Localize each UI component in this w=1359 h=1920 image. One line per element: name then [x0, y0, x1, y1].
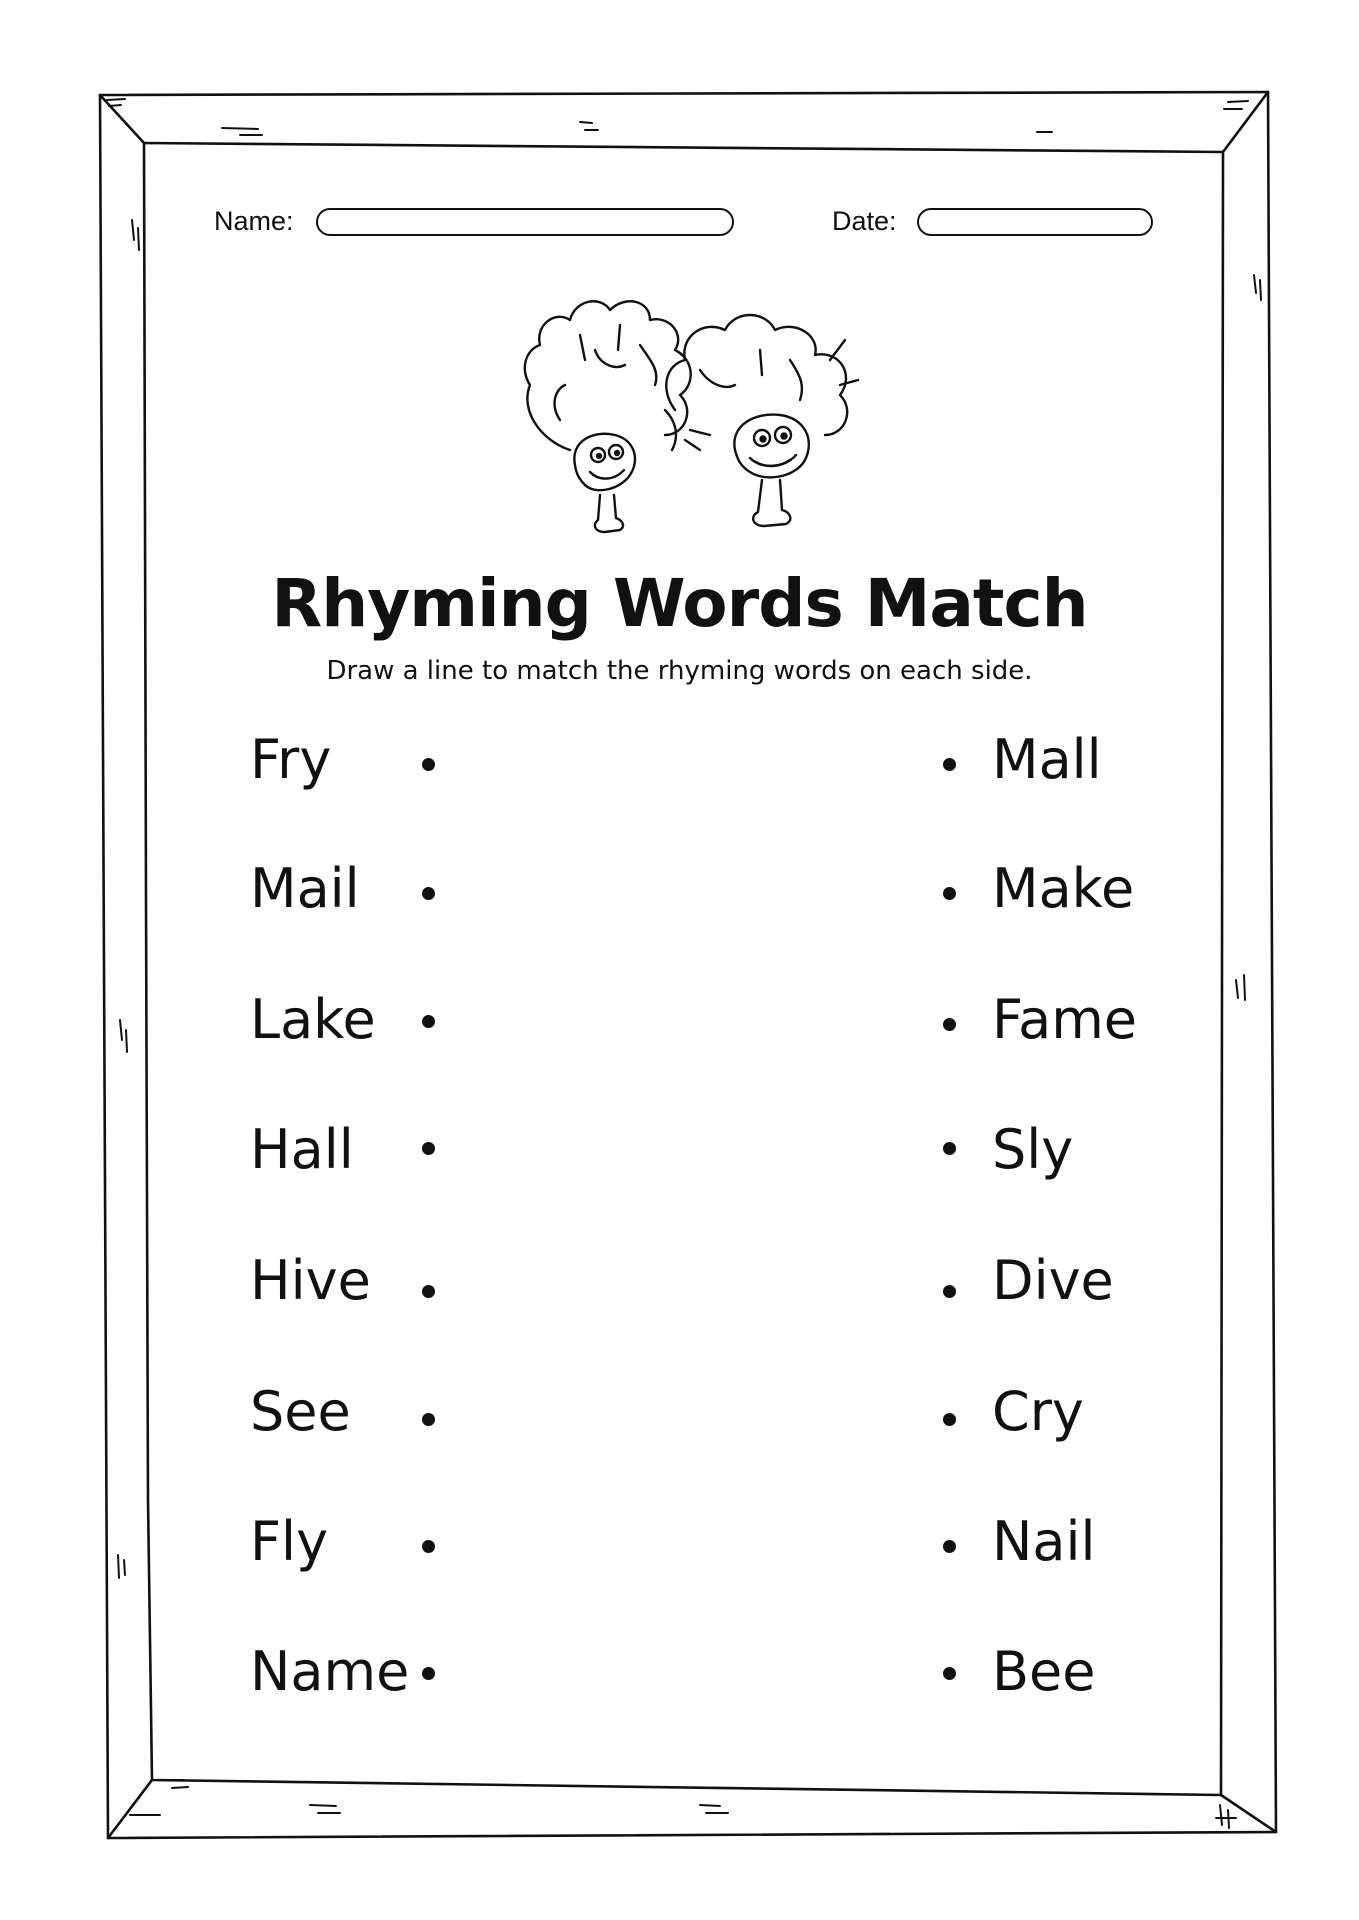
right-dot[interactable] — [943, 1142, 956, 1155]
right-dot[interactable] — [943, 1018, 956, 1031]
left-word-name: Name — [250, 1640, 410, 1703]
left-dot[interactable] — [422, 758, 435, 771]
left-word-hive: Hive — [250, 1249, 371, 1312]
date-label: Date: — [832, 206, 897, 236]
right-dot[interactable] — [943, 887, 956, 900]
right-word-cry: Cry — [992, 1380, 1084, 1443]
instructions: Draw a line to match the rhyming words on each side. — [326, 656, 1033, 686]
left-dot[interactable] — [422, 1413, 435, 1426]
left-dot[interactable] — [422, 1015, 435, 1028]
right-dot[interactable] — [943, 1540, 956, 1553]
right-dot[interactable] — [943, 1667, 956, 1680]
right-word-nail: Nail — [992, 1510, 1096, 1573]
right-dot[interactable] — [943, 1413, 956, 1426]
right-word-mall: Mall — [992, 728, 1102, 791]
name-label: Name: — [214, 206, 294, 236]
page-title: Rhyming Words Match — [271, 565, 1088, 642]
right-word-fame: Fame — [992, 988, 1138, 1051]
left-dot[interactable] — [422, 887, 435, 900]
left-dot[interactable] — [422, 1540, 435, 1553]
right-word-dive: Dive — [992, 1249, 1114, 1312]
left-dot[interactable] — [422, 1667, 435, 1680]
left-word-see: See — [250, 1380, 351, 1443]
right-dot[interactable] — [943, 758, 956, 771]
left-word-fry: Fry — [250, 728, 332, 791]
right-word-make: Make — [992, 857, 1135, 920]
date-field[interactable] — [917, 208, 1153, 236]
left-dot[interactable] — [422, 1285, 435, 1298]
left-word-lake: Lake — [250, 988, 376, 1051]
right-dot[interactable] — [943, 1285, 956, 1298]
name-field[interactable] — [316, 208, 734, 236]
mascot-illustration — [500, 290, 870, 565]
left-dot[interactable] — [422, 1142, 435, 1155]
left-word-mail: Mail — [250, 857, 360, 920]
right-word-sly: Sly — [992, 1118, 1074, 1181]
left-word-hall: Hall — [250, 1118, 354, 1181]
left-word-fly: Fly — [250, 1510, 329, 1573]
right-word-bee: Bee — [992, 1640, 1096, 1703]
